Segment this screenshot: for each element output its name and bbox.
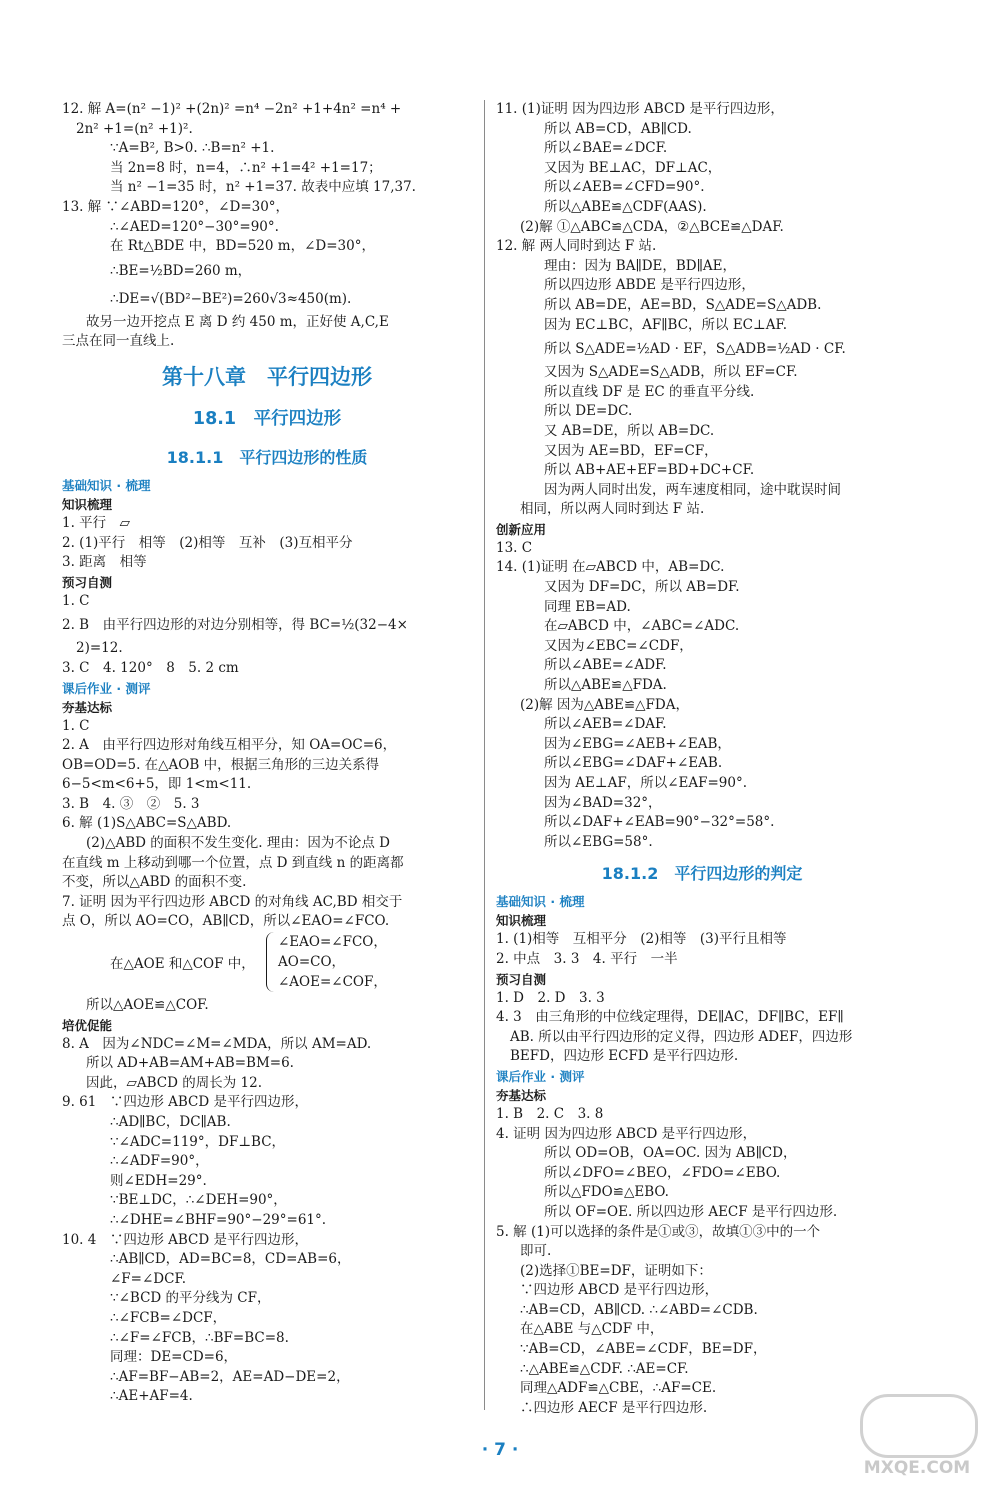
system-line: ∠EAO=∠FCO， bbox=[278, 934, 387, 951]
answer-line: 12. 解 两人同时到达 F 站. bbox=[496, 238, 657, 255]
answer-line: 因此，▱ABCD 的周长为 12. bbox=[86, 1074, 263, 1091]
answer-line: 4. 3 由三角形的中位线定理得，DE∥AC，DF∥BC，EF∥ bbox=[496, 1009, 844, 1026]
answer-line: 因为两人同时出发，两车速度相同，途中耽误时间 bbox=[544, 481, 841, 498]
answer-line: 又因为 S△ADE=S△ADB，所以 EF=CF. bbox=[544, 364, 798, 381]
answer-line: 1. C bbox=[62, 592, 90, 609]
answer-line: ∵BE⊥DC，∴∠DEH=90°， bbox=[110, 1192, 287, 1209]
watermark-logo bbox=[852, 1392, 982, 1484]
answer-line: 所以∠ABE=∠ADF. bbox=[544, 657, 667, 674]
section-tag: 课后作业 · 测评 bbox=[496, 1068, 585, 1084]
chapter-title: 第十八章 平行四边形 bbox=[162, 364, 372, 389]
subhead: 夯基达标 bbox=[496, 1087, 547, 1103]
answer-line: 当 n² −1=35 时，n² +1=37. 故表中应填 17,37. bbox=[110, 179, 416, 196]
answer-line: ∴AF=BF−AB=2，AE=AD−DE=2， bbox=[110, 1368, 350, 1385]
answer-line: 同理：DE=CD=6， bbox=[110, 1349, 238, 1366]
left-column bbox=[62, 100, 472, 1407]
answer-line: 又因为 AE=BD，EF=CF， bbox=[544, 442, 718, 459]
answer-line: 因为∠BAD=32°， bbox=[544, 794, 662, 811]
answer-line: 三点在同一直线上. bbox=[62, 333, 175, 350]
congruence-system bbox=[62, 932, 472, 996]
answer-line: ∠F=∠DCF. bbox=[110, 1270, 187, 1287]
answer-line: 9. 61 ∵四边形 ABCD 是平行四边形， bbox=[62, 1094, 309, 1111]
answer-line: ∴四边形 AECF 是平行四边形. bbox=[520, 1399, 708, 1416]
answer-line: OB=OD=5. 在△AOB 中，根据三角形的三边关系得 bbox=[62, 756, 380, 773]
answer-line: ∵∠BCD 的平分线为 CF， bbox=[110, 1290, 271, 1307]
column-divider bbox=[484, 100, 485, 1410]
answer-line: 2)=12. bbox=[76, 640, 123, 657]
answer-line: ∴∠DHE=∠BHF=90°−29°=61°. bbox=[110, 1211, 327, 1228]
answer-line: 4. 证明 因为四边形 ABCD 是平行四边形， bbox=[496, 1125, 757, 1142]
answer-line: ∵AB=CD，∠ABE=∠CDF，BE=DF， bbox=[520, 1341, 767, 1358]
answer-line: ∴∠F=∠FCB，∴BF=BC=8. bbox=[110, 1329, 289, 1346]
answer-line: 2. 中点 3. 3 4. 平行 一半 bbox=[496, 950, 678, 967]
answer-line: 在 Rt△BDE 中，BD=520 m，∠D=30°， bbox=[110, 238, 375, 255]
answer-line: 所以 S△ADE=½AD · EF，S△ADB=½AD · CF. bbox=[544, 341, 846, 358]
answer-line: ∵四边形 ABCD 是平行四边形， bbox=[520, 1282, 719, 1299]
answer-line: 又因为∠EBC=∠CDF， bbox=[544, 637, 693, 654]
answer-line: 所以直线 DF 是 EC 的垂直平分线. bbox=[544, 383, 755, 400]
subhead: 夯基达标 bbox=[62, 699, 113, 715]
answer-line: 2. B 由平行四边形的对边分别相等，得 BC=½(32−4× bbox=[62, 617, 408, 634]
answer-line: ∴DE=√(BD²−BE²)=260√3≈450(m). bbox=[110, 290, 352, 307]
subsection-title: 18.1.1 平行四边形的性质 bbox=[166, 447, 368, 467]
answer-line: 12. 解 A=(n² −1)² +(2n)² =n⁴ −2n² +1+4n² =n⁴ + bbox=[62, 101, 402, 117]
answer-line: 所以∠BAE=∠DCF. bbox=[544, 140, 668, 157]
section-tag: 课后作业 · 测评 bbox=[62, 680, 151, 696]
answer-line: 不变，所以△ABD 的面积不变. bbox=[62, 874, 247, 891]
system-line: AO=CO， bbox=[278, 954, 346, 971]
subsection-title: 18.1.2 平行四边形的判定 bbox=[601, 864, 803, 884]
answer-line: 8. A 因为∠NDC=∠M=∠MDA，所以 AM=AD. bbox=[62, 1035, 372, 1052]
answer-line: 所以∠DAF+∠EAB=90°−32°=58°. bbox=[544, 814, 775, 831]
answer-line: 在直线 m 上移动到哪一个位置，点 D 到直线 n 的距离都 bbox=[62, 854, 404, 871]
answer-line: ∴∠FCB=∠DCF， bbox=[110, 1309, 227, 1326]
answer-line: 又因为 DF=DC，所以 AB=DF. bbox=[544, 579, 740, 596]
answer-line: 同理 EB=AD. bbox=[544, 598, 631, 615]
answer-line: 同理△ADF≌△CBE，∴AF=CE. bbox=[520, 1380, 717, 1397]
answer-line: 5. 解 (1)可以选择的条件是①或③，故填①③中的一个 bbox=[496, 1223, 821, 1240]
answer-line: 13. 解 ∵∠ABD=120°，∠D=30°， bbox=[62, 198, 290, 215]
answer-line: 1. 平行 ▱ bbox=[62, 514, 131, 531]
answer-line: AB. 所以由平行四边形的定义得，四边形 ADEF，四边形 bbox=[510, 1028, 853, 1045]
answer-line: ∴BE=½BD=260 m， bbox=[110, 262, 252, 279]
answer-line: 2. A 由平行四边形对角线互相平分，知 OA=OC=6， bbox=[62, 737, 397, 754]
watermark-text: MXQE.COM bbox=[863, 1458, 971, 1478]
answer-line: 所以△AOE≌△COF. bbox=[86, 997, 209, 1014]
subhead: 知识梳理 bbox=[62, 496, 113, 512]
answer-line: 点 O，所以 AO=CO，AB∥CD，所以∠EAO=∠FCO. bbox=[62, 913, 390, 930]
answer-line: 则∠EDH=29°. bbox=[110, 1172, 207, 1189]
answer-line: 所以∠DFO=∠BEO，∠FDO=∠EBO. bbox=[544, 1164, 781, 1181]
answer-line: (2)解 ①△ABC≌△CDA，②△BCE≌△DAF. bbox=[520, 218, 784, 235]
section-tag: 基础知识 · 梳理 bbox=[496, 894, 585, 910]
answer-line: 相同，所以两人同时到达 F 站. bbox=[520, 501, 705, 518]
section-tag: 基础知识 · 梳理 bbox=[62, 477, 151, 493]
answer-line: 1. B 2. C 3. 8 bbox=[496, 1105, 604, 1122]
answer-line: 理由：因为 BA∥DE，BD∥AE， bbox=[544, 257, 736, 274]
answer-line: 7. 证明 因为平行四边形 ABCD 的对角线 AC,BD 相交于 bbox=[62, 893, 403, 910]
answer-line: ∴AB=CD，AB∥CD. ∴∠ABD=∠CDB. bbox=[520, 1301, 758, 1318]
answer-line: 1. C bbox=[62, 717, 90, 734]
answer-line: 故另一边开挖点 E 离 D 约 450 m，正好使 A,C,E bbox=[86, 313, 389, 330]
answer-line: 6. 解 (1)S△ABC=S△ABD. bbox=[62, 815, 232, 832]
answer-line: 2n² +1=(n² +1)². bbox=[76, 120, 193, 137]
subhead: 创新应用 bbox=[496, 521, 547, 537]
answer-line: ∴△ABE≌△CDF. ∴AE=CF. bbox=[520, 1360, 689, 1377]
answer-line: 1. (1)相等 互相平分 (2)相等 (3)平行且相等 bbox=[496, 931, 787, 948]
answer-line: 因为 AE⊥AF，所以∠EAF=90°. bbox=[544, 775, 748, 791]
answer-line: 因为∠EBG=∠AEB+∠EAB， bbox=[544, 735, 731, 752]
answer-line: 10. 4 ∵四边形 ABCD 是平行四边形， bbox=[62, 1231, 309, 1248]
answer-line: 在▱ABCD 中，∠ABC=∠ADC. bbox=[544, 618, 740, 635]
answer-line: 所以 AD+AB=AM+AB=BM=6. bbox=[86, 1055, 294, 1072]
answer-line: 6−5<m<6+5，即 1<m<11. bbox=[62, 776, 252, 793]
answer-line: 1. D 2. D 3. 3 bbox=[496, 989, 605, 1006]
answer-line: 在△ABE 与△CDF 中， bbox=[520, 1321, 664, 1338]
answer-line: 所以 OF=OE. 所以四边形 AECF 是平行四边形. bbox=[544, 1203, 838, 1220]
answer-line: 当 2n=8 时，n=4，∴n² +1=4² +1=17； bbox=[110, 159, 382, 176]
page-number: · 7 · bbox=[481, 1440, 519, 1460]
answer-line: ∵A=B², B>0. ∴B=n² +1. bbox=[110, 140, 275, 157]
answer-line: 所以 AB=CD，AB∥CD. bbox=[544, 120, 692, 137]
answer-line: 所以 DE=DC. bbox=[544, 403, 633, 420]
system-line: ∠AOE=∠COF， bbox=[278, 974, 387, 991]
answer-line: 2. (1)平行 相等 (2)相等 互补 (3)互相平分 bbox=[62, 534, 353, 551]
answer-line: 因为 EC⊥BC，AF∥BC，所以 EC⊥AF. bbox=[544, 316, 787, 333]
subhead: 培优促能 bbox=[62, 1017, 113, 1033]
answer-line: ∴∠ADF=90°， bbox=[110, 1153, 209, 1170]
answer-line: 所以四边形 ABDE 是平行四边形， bbox=[544, 277, 755, 294]
answer-line: 所以∠EBG=58°. bbox=[544, 833, 653, 850]
answer-line: 所以△ABE≌△CDF(AAS). bbox=[544, 198, 707, 215]
answer-line: 3. B 4. ③ ② 5. 3 bbox=[62, 795, 200, 812]
answer-line: 3. C 4. 120° 8 5. 2 cm bbox=[62, 659, 239, 676]
answer-line: ∴∠AED=120°−30°=90°. bbox=[110, 218, 279, 235]
answer-line: 14. (1)证明 在▱ABCD 中，AB=DC. bbox=[496, 559, 725, 576]
subhead: 预习自测 bbox=[496, 971, 547, 987]
answer-line: 即可. bbox=[520, 1243, 552, 1260]
subhead: 知识梳理 bbox=[496, 913, 547, 929]
answer-line: 所以∠AEB=∠DAF. bbox=[544, 716, 667, 733]
answer-line: 所以△ABE≌△FDA. bbox=[544, 677, 667, 694]
answer-line: BEFD，四边形 ECFD 是平行四边形. bbox=[510, 1048, 739, 1065]
answer-line: 所以△FDO≌△EBO. bbox=[544, 1184, 669, 1201]
answer-line: ∴AD∥BC，DC∥AB. bbox=[110, 1114, 231, 1130]
watermark-seal-icon bbox=[860, 1394, 978, 1458]
answer-line: ∴AB∥CD，AD=BC=8，CD=AB=6， bbox=[110, 1251, 351, 1268]
answer-line: 又 AB=DE，所以 AB=DC. bbox=[544, 422, 715, 439]
answer-line: 3. 距离 相等 bbox=[62, 554, 147, 571]
answer-line: 13. C bbox=[496, 539, 533, 556]
answer-line: ∵∠ADC=119°，DF⊥BC， bbox=[110, 1133, 286, 1150]
subhead: 预习自测 bbox=[62, 574, 113, 590]
answer-line: (2)△ABD 的面积不发生变化. 理由：因为不论点 D bbox=[86, 835, 390, 852]
answer-line: ∴AE+AF=4. bbox=[110, 1388, 193, 1405]
answer-line: 所以∠EBG=∠DAF+∠EAB. bbox=[544, 755, 723, 772]
answer-line: (2)选择①BE=DF，证明如下： bbox=[520, 1262, 712, 1279]
right-column bbox=[496, 100, 908, 1418]
answer-line: 所以 AB+AE+EF=BD+DC+CF. bbox=[544, 462, 755, 479]
brace-symbol bbox=[266, 932, 275, 992]
answer-line: 11. (1)证明 因为四边形 ABCD 是平行四边形， bbox=[496, 101, 784, 117]
answer-line: 所以 OD=OB，OA=OC. 因为 AB∥CD， bbox=[544, 1145, 797, 1162]
answer-line: 又因为 BE⊥AC，DF⊥AC， bbox=[544, 159, 722, 176]
answer-line: 所以 AB=DE，AE=BD，S△ADE=S△ADB. bbox=[544, 296, 822, 313]
answer-line: (2)解 因为△ABE≌△FDA， bbox=[520, 696, 689, 713]
system-intro: 在△AOE 和△COF 中， bbox=[110, 956, 255, 973]
answer-line: 所以∠AEB=∠CFD=90°. bbox=[544, 179, 705, 196]
section-title: 18.1 平行四边形 bbox=[192, 408, 342, 429]
